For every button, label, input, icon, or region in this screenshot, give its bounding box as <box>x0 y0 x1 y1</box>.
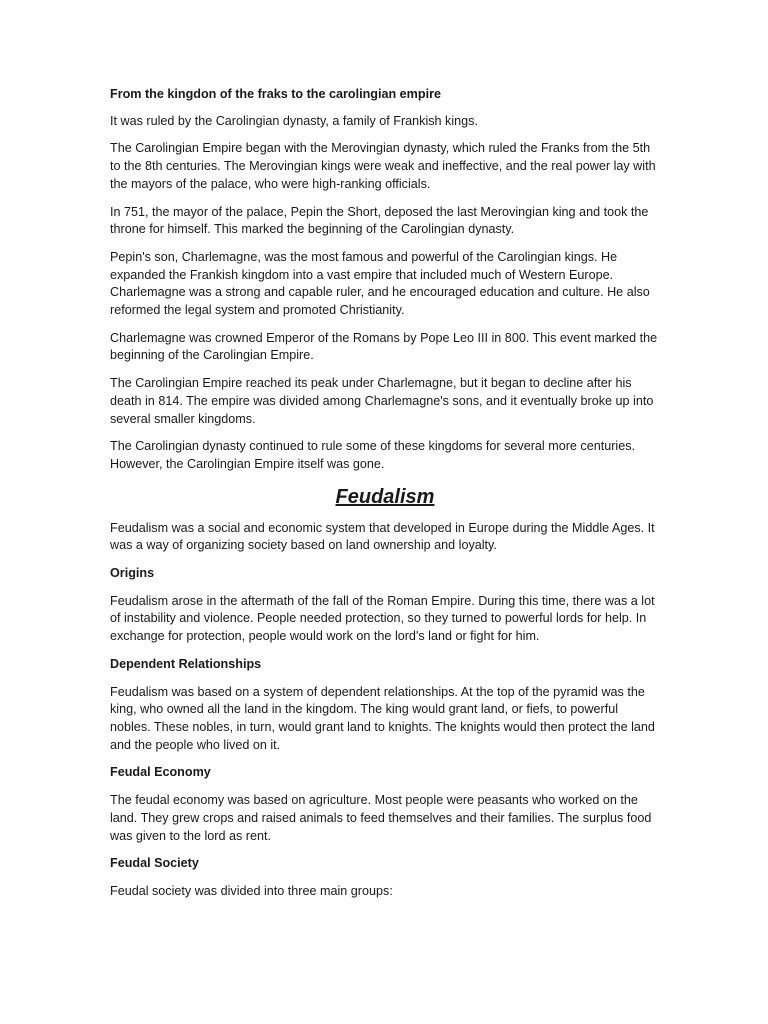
document-title: From the kingdon of the fraks to the carolingian empire <box>110 87 441 101</box>
subheading-feudal-economy: Feudal Economy <box>110 765 211 780</box>
paragraph-feudal-society: Feudal society was divided into three main groups: <box>110 883 393 898</box>
paragraph: It was ruled by the Carolingian dynasty, a family of Frankish kings. <box>110 113 478 128</box>
paragraph-dependent-relationships: Feudalism was based on a system of dependent relationships. At the top of the pyramid was the king, who owned all the land in the kingdom. The king would grant land, or fiefs, to powerful nobles. These nobles, in turn, would grant land to knights. The knights would then protect the land and the people who lived on it. <box>110 684 655 752</box>
subheading-origins: Origins <box>110 566 155 581</box>
paragraph: The Carolingian dynasty continued to rule some of these kingdoms for several more centuries. However, the Carolingian Empire itself was gone. <box>110 439 636 471</box>
paragraph: The Carolingian Empire began with the Merovingian dynasty, which ruled the Franks from the 5th to the 8th centuries. The Merovingian kings were weak and ineffective, and the real power lay with the mayors of the palace, who were high-ranking officials. <box>110 141 656 191</box>
paragraph-origins: Feudalism arose in the aftermath of the fall of the Roman Empire. During this time, there was a lot of instability and violence. People needed protection, so they turned to powerful lords for help. In exchange for protection, people would work on the lord's land or fight for him. <box>110 593 655 644</box>
paragraph: In 751, the mayor of the palace, Pepin the Short, deposed the last Merovingian king and took the throne for himself. This marked the beginning of the Carolingian dynasty. <box>110 204 649 237</box>
section-title-feudalism: Feudalism <box>335 485 435 508</box>
subheading-dependent-relationships: Dependent Relationships <box>110 656 262 671</box>
section-intro: Feudalism was a social and economic system that developed in Europe during the Middle Ages. It was a way of organizing society based on land ownership and loyalty. <box>110 520 655 553</box>
document-page <box>110 86 660 911</box>
subheading-feudal-society: Feudal Society <box>110 856 199 871</box>
paragraph: Pepin's son, Charlemagne, was the most famous and powerful of the Carolingian kings. He expanded the Frankish kingdom into a vast empire that included much of Western Europe. Charlemagne was a strong and capable ruler, and he encouraged education and culture. He also reformed the legal system and promoted Christianity. <box>110 249 650 318</box>
paragraph: The Carolingian Empire reached its peak under Charlemagne, but it began to decline after his death in 814. The empire was divided among Charlemagne's sons, and it eventually broke up into several smaller kingdoms. <box>110 376 654 426</box>
paragraph-feudal-economy: The feudal economy was based on agriculture. Most people were peasants who worked on the land. They grew crops and raised animals to feed themselves and their families. The surplus food was given to the lord as rent. <box>110 793 652 843</box>
paragraph: Charlemagne was crowned Emperor of the Romans by Pope Leo III in 800. This event marked the beginning of the Carolingian Empire. <box>110 330 658 363</box>
